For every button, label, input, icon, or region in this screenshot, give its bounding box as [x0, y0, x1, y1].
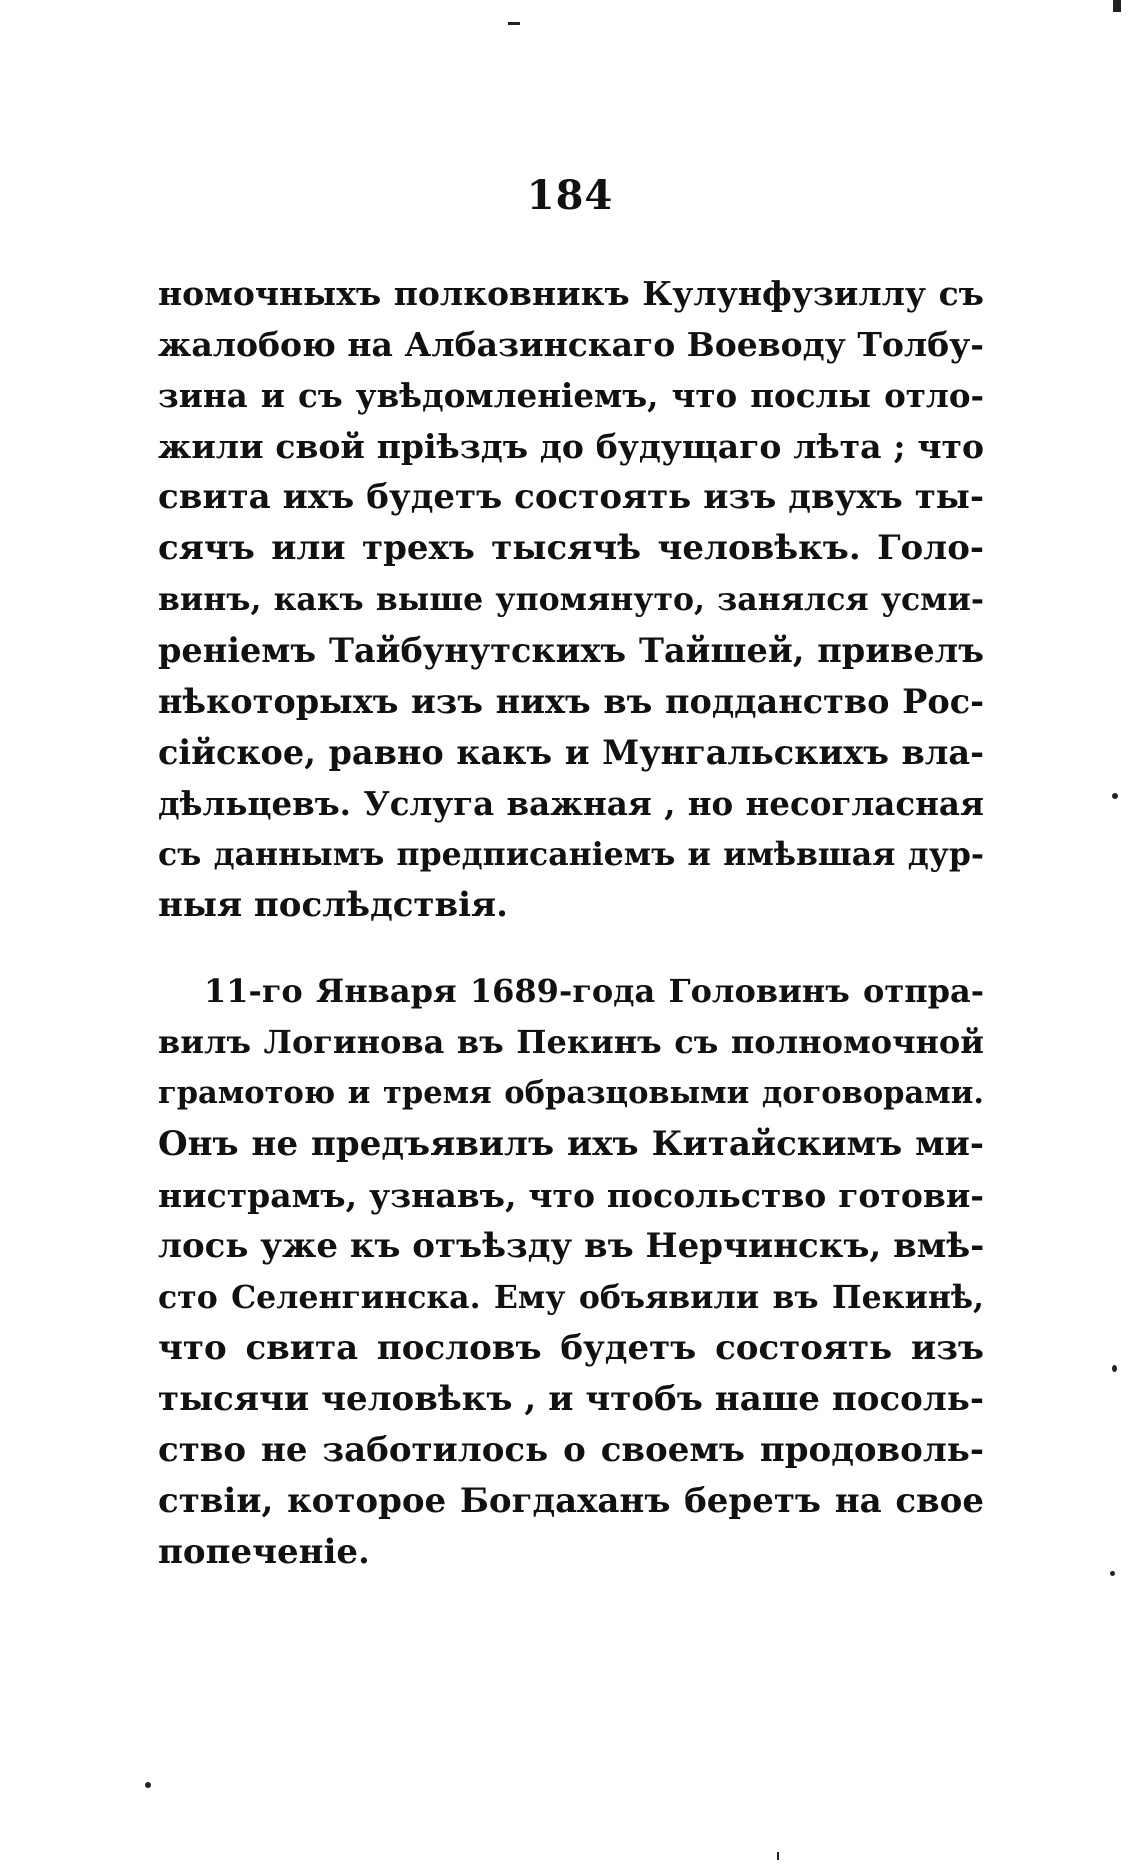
print-speck — [1110, 1571, 1115, 1576]
text-line: зина и съ увѣдомленіемъ, что послы отло- — [158, 376, 984, 415]
text-line: 11-го Января 1689-года Головинъ отпра- — [204, 972, 984, 1010]
print-speck — [145, 1782, 151, 1788]
print-speck — [1112, 1365, 1117, 1372]
text-line: сячъ или трехъ тысячѣ человѣкъ. Голо- — [158, 528, 984, 568]
text-line: жалобою на Албазинскаго Воеводу Толбу- — [158, 325, 984, 364]
paragraph — [158, 268, 984, 931]
text-line: что свита пословъ будетъ состоять изъ — [158, 1328, 984, 1368]
text-line: грамотою и тремя образцовыми договорами. — [158, 1075, 984, 1111]
print-speck — [1113, 0, 1121, 12]
text-line: жили свой пріѣздъ до будущаго лѣта ; что — [158, 427, 984, 466]
text-line: нистрамъ, узнавъ, что посольство готови- — [158, 1176, 984, 1215]
text-line: дѣльцевъ. Услуга важная , но несогласная — [158, 784, 984, 823]
text-line: ныя послѣдствія. — [158, 885, 508, 925]
text-line: сійское, равно какъ и Мунгальскихъ вла- — [158, 733, 984, 772]
text-line: вилъ Логинова въ Пекинъ съ полномочной — [158, 1023, 984, 1061]
text-line: ство не заботилось о своемъ продоволь- — [158, 1430, 984, 1470]
text-line: номочныхъ полковникъ Кулунфузиллу съ — [158, 274, 984, 313]
text-line: свита ихъ будетъ состоять изъ двухъ ты- — [158, 477, 984, 517]
print-speck — [1112, 793, 1118, 799]
text-line: Онъ не предъявилъ ихъ Китайскимъ ми- — [158, 1124, 984, 1164]
text-line: сто Селенгинска. Ему объявили въ Пекинѣ, — [158, 1279, 984, 1316]
print-speck — [508, 22, 520, 25]
text-line: реніемъ Тайбунутскихъ Тайшей, привелъ — [158, 631, 984, 670]
page-number: 184 — [526, 172, 614, 219]
text-line: съ даннымъ предписаніемъ и имѣвшая дур- — [158, 836, 984, 873]
text-line: нѣкоторыхъ изъ нихъ въ подданство Рос- — [158, 682, 984, 721]
print-speck — [777, 1852, 779, 1860]
text-line: тысячи человѣкъ , и чтобъ наше посоль- — [158, 1379, 984, 1419]
text-line: винъ, какъ выше упомянуто, занялся усми- — [158, 581, 984, 618]
text-line: ствіи, которое Богдаханъ беретъ на свое — [158, 1481, 984, 1521]
paragraph — [158, 966, 984, 1578]
text-line: попеченіе. — [158, 1532, 370, 1572]
text-line: лось уже къ отъѣзду въ Нерчинскъ, вмѣ- — [158, 1226, 985, 1266]
